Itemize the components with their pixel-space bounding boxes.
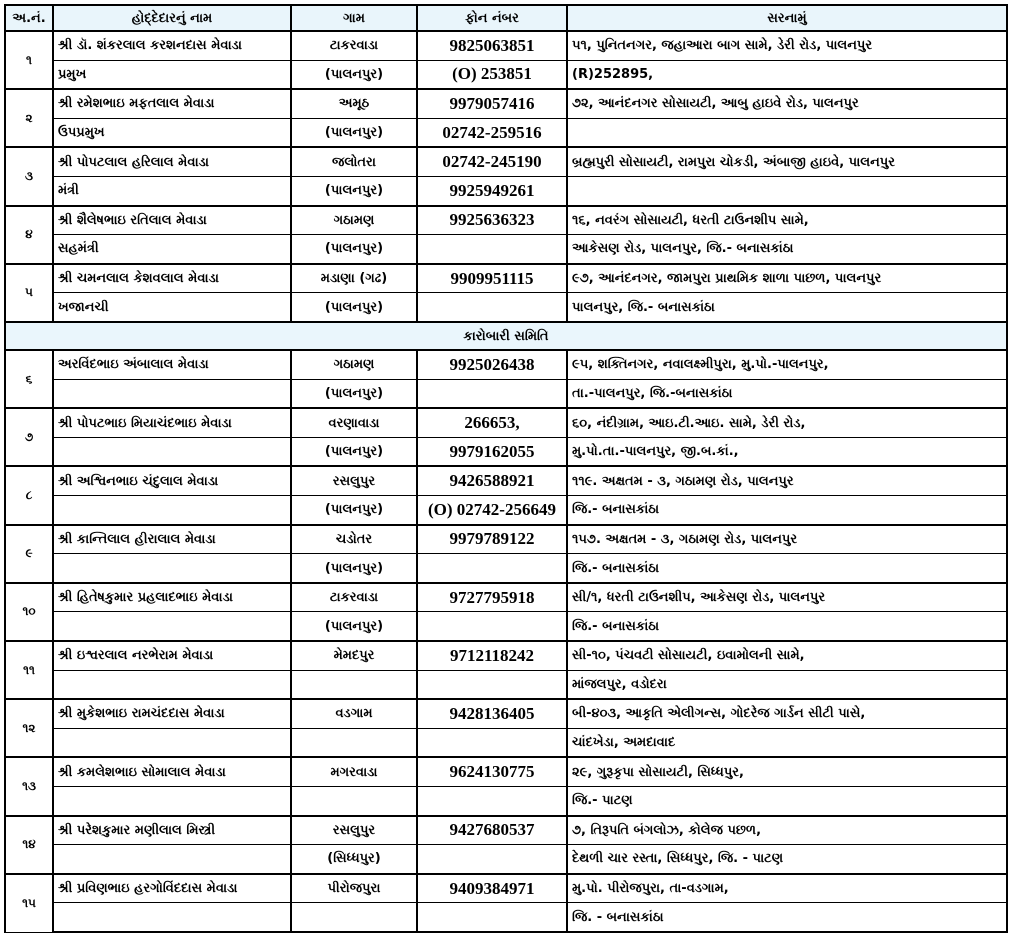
member-name: શ્રી પોપટલાલ હરિલાલ મેવાડા: [53, 147, 291, 176]
member-role: [53, 903, 291, 932]
phone-primary: 266653,: [417, 408, 567, 437]
serial-number: ૧૩: [5, 757, 53, 815]
member-row: [5, 350, 1007, 379]
village-name: જલોતરા: [291, 147, 417, 176]
phone-primary: 9979789122: [417, 525, 567, 554]
phone-secondary: [417, 554, 567, 583]
member-row: [5, 31, 1007, 60]
taluka-name: [291, 786, 417, 815]
committee-body: [5, 350, 1007, 932]
village-name: ગઠામણ: [291, 350, 417, 379]
address-line-1: બી-૪૦૩, આકૃતિ એલીગન્સ, ગોદરેજ ગાર્ડન સીટી પાસે,: [567, 699, 1007, 728]
member-row-continued: [5, 845, 1007, 874]
member-name: શ્રી ચમનલાલ કેશવલાલ મેવાડા: [53, 264, 291, 293]
phone-primary: 9624130775: [417, 757, 567, 786]
directory-table: [4, 4, 1008, 933]
address-line-2: જિ.- બનાસકાંઠા: [567, 612, 1007, 641]
phone-secondary: [417, 786, 567, 815]
address-line-2: જિ.- બનાસકાંઠા: [567, 554, 1007, 583]
taluka-name: (પાલનપુર): [291, 176, 417, 205]
member-name: શ્રી મુકેશભાઇ રામચંદદાસ મેવાડા: [53, 699, 291, 728]
phone-primary: 9925636323: [417, 206, 567, 235]
member-row-continued: [5, 437, 1007, 466]
member-role: [53, 554, 291, 583]
serial-number: ૧૧: [5, 641, 53, 699]
serial-number: ૩: [5, 147, 53, 205]
member-row: [5, 583, 1007, 612]
phone-secondary: (O) 02742-256649: [417, 496, 567, 525]
member-row-continued: [5, 786, 1007, 815]
header-no: અ.નં.: [5, 5, 53, 31]
member-name: શ્રી શૈલેષભાઇ રતિલાલ મેવાડા: [53, 206, 291, 235]
member-name: શ્રી ડૉ. શંકરલાલ કરશનદાસ મેવાડા: [53, 31, 291, 60]
serial-number: ૪: [5, 206, 53, 264]
address-line-2: પાલનપુર, જિ.- બનાસકાંઠા: [567, 293, 1007, 322]
address-line-1: સી-૧૦, પંચવટી સોસાયટી, ઇવામોલની સામે,: [567, 641, 1007, 670]
member-row-continued: [5, 554, 1007, 583]
member-row-continued: [5, 60, 1007, 89]
address-line-1: ૧૫૭. અક્ષતમ - ૩, ગઠામણ રોડ, પાલનપુર: [567, 525, 1007, 554]
phone-secondary: [417, 235, 567, 264]
serial-number: ૧૪: [5, 816, 53, 874]
serial-number: ૧૨: [5, 699, 53, 757]
phone-primary: 02742-245190: [417, 147, 567, 176]
address-line-1: ૫૧, પુનિતનગર, જહાઆરા બાગ સામે, ડેરી રોડ, પાલનપુર: [567, 31, 1007, 60]
serial-number: ૫: [5, 264, 53, 322]
member-row: [5, 408, 1007, 437]
member-row-continued: [5, 235, 1007, 264]
member-row: [5, 466, 1007, 495]
address-line-1: ૧૧૯. અક્ષતમ - ૩, ગઠામણ રોડ, પાલનપુર: [567, 466, 1007, 495]
phone-primary: 9426588921: [417, 466, 567, 495]
member-role: [53, 379, 291, 408]
member-row-continued: [5, 176, 1007, 205]
member-role: [53, 845, 291, 874]
member-role: [53, 728, 291, 757]
phone-secondary: [417, 612, 567, 641]
member-name: શ્રી પ્રવિણભાઇ હરગોવિંદદાસ મેવાડા: [53, 874, 291, 903]
header-phone: ફોન નંબર: [417, 5, 567, 31]
serial-number: ૭: [5, 408, 53, 466]
member-row-continued: [5, 118, 1007, 147]
phone-secondary: [417, 728, 567, 757]
section-row: [5, 322, 1007, 350]
address-line-2: (R)252895,: [567, 60, 1007, 89]
village-name: ટાકરવાડા: [291, 583, 417, 612]
member-name: શ્રી પોપટભાઇ મિયાચંદભાઇ મેવાડા: [53, 408, 291, 437]
member-row-continued: [5, 903, 1007, 932]
serial-number: ૬: [5, 350, 53, 408]
village-name: મેમદપુર: [291, 641, 417, 670]
phone-secondary: 9979162055: [417, 437, 567, 466]
address-line-1: ૯૫, શક્તિનગર, નવાલક્ષ્મીપુરા, મુ.પો.-પાલનપુર,: [567, 350, 1007, 379]
member-row-continued: [5, 379, 1007, 408]
address-line-2: તા.-પાલનપુર, જિ.-બનાસકાંઠા: [567, 379, 1007, 408]
serial-number: ૯: [5, 525, 53, 583]
village-name: વડગામ: [291, 699, 417, 728]
taluka-name: (પાલનપુર): [291, 496, 417, 525]
village-name: પીરોજપુરા: [291, 874, 417, 903]
member-role: [53, 496, 291, 525]
phone-secondary: 02742-259516: [417, 118, 567, 147]
address-line-2: [567, 118, 1007, 147]
member-row-continued: [5, 496, 1007, 525]
phone-secondary: [417, 903, 567, 932]
member-row: [5, 816, 1007, 845]
address-line-2: જિ.- બનાસકાંઠા: [567, 496, 1007, 525]
header-row: [5, 5, 1007, 31]
taluka-name: (પાલનપુર): [291, 612, 417, 641]
village-name: અમૂઠ: [291, 89, 417, 118]
address-line-1: ૧૬, નવરંગ સોસાયટી, ધરતી ટાઉનશીપ સામે,: [567, 206, 1007, 235]
taluka-name: (પાલનપુર): [291, 437, 417, 466]
member-role: મંત્રી: [53, 176, 291, 205]
phone-primary: 9427680537: [417, 816, 567, 845]
village-name: ગઠામણ: [291, 206, 417, 235]
address-line-1: સી/૧, ધરતી ટાઉનશીપ, આકેસણ રોડ, પાલનપુર: [567, 583, 1007, 612]
address-line-2: જિ.- પાટણ: [567, 786, 1007, 815]
member-row: [5, 147, 1007, 176]
member-name: શ્રી પરેશકુમાર મણીલાલ મિસ્ત્રી: [53, 816, 291, 845]
taluka-name: [291, 670, 417, 699]
serial-number: ૧: [5, 31, 53, 89]
village-name: ટાકરવાડા: [291, 31, 417, 60]
member-role: [53, 612, 291, 641]
address-line-1: ૭, તિરૂપતિ બંગલોઝ, કોલેજ પછળ,: [567, 816, 1007, 845]
phone-secondary: [417, 670, 567, 699]
address-line-1: ૭૨, આનંદનગર સોસાયટી, આબુ હાઇવે રોડ, પાલનપુર: [567, 89, 1007, 118]
taluka-name: (પાલનપુર): [291, 235, 417, 264]
phone-secondary: (O) 253851: [417, 60, 567, 89]
address-line-2: મુ.પો.તા.-પાલનપુર, જી.બ.કાં.,: [567, 437, 1007, 466]
address-line-2: ચાંદખેડા, અમદાવાદ: [567, 728, 1007, 757]
member-row-continued: [5, 612, 1007, 641]
phone-secondary: [417, 293, 567, 322]
member-name: અરવિંદભાઇ અંબાલાલ મેવાડા: [53, 350, 291, 379]
phone-primary: 9979057416: [417, 89, 567, 118]
member-row: [5, 525, 1007, 554]
village-name: રસલુપુર: [291, 466, 417, 495]
village-name: મગરવાડા: [291, 757, 417, 786]
serial-number: ૧૦: [5, 583, 53, 641]
address-line-1: મુ.પો. પીરોજપુરા, તા-વડગામ,: [567, 874, 1007, 903]
serial-number: ૨: [5, 89, 53, 147]
member-name: શ્રી રમેશભાઇ મફતલાલ મેવાડા: [53, 89, 291, 118]
phone-primary: 9727795918: [417, 583, 567, 612]
member-name: શ્રી ઇશ્વરલાલ નરભેરામ મેવાડા: [53, 641, 291, 670]
phone-secondary: [417, 845, 567, 874]
village-name: મડાણા (ગઢ): [291, 264, 417, 293]
section-title: કારોબારી સમિતિ: [5, 322, 1007, 350]
taluka-name: (સિધ્ધપુર): [291, 845, 417, 874]
member-name: શ્રી કમલેશભાઇ સોમાલાલ મેવાડા: [53, 757, 291, 786]
member-row: [5, 757, 1007, 786]
member-role: ખજાનચી: [53, 293, 291, 322]
member-row: [5, 641, 1007, 670]
office-bearers-body: [5, 31, 1007, 322]
phone-primary: 9825063851: [417, 31, 567, 60]
header-village: ગામ: [291, 5, 417, 31]
member-row: [5, 699, 1007, 728]
member-name: શ્રી અશ્વિનભાઇ ચંદુલાલ મેવાડા: [53, 466, 291, 495]
taluka-name: (પાલનપુર): [291, 60, 417, 89]
serial-number: ૧૫: [5, 874, 53, 932]
village-name: વરણાવાડા: [291, 408, 417, 437]
address-line-2: દેથળી ચાર રસ્તા, સિધ્ધપુર, જિ. - પાટણ: [567, 845, 1007, 874]
serial-number: ૮: [5, 466, 53, 524]
taluka-name: (પાલનપુર): [291, 554, 417, 583]
village-name: ચડોતર: [291, 525, 417, 554]
member-row-continued: [5, 728, 1007, 757]
member-row: [5, 264, 1007, 293]
address-line-1: ૨૯, ગુરૂકૃપા સોસાયટી, સિધ્ધપુર,: [567, 757, 1007, 786]
member-row: [5, 874, 1007, 903]
member-row-continued: [5, 293, 1007, 322]
member-role: [53, 786, 291, 815]
member-role: પ્રમુખ: [53, 60, 291, 89]
member-row: [5, 89, 1007, 118]
taluka-name: [291, 903, 417, 932]
phone-primary: 9909951115: [417, 264, 567, 293]
phone-primary: 9925026438: [417, 350, 567, 379]
member-role: [53, 437, 291, 466]
phone-primary: 9712118242: [417, 641, 567, 670]
taluka-name: [291, 728, 417, 757]
member-row: [5, 206, 1007, 235]
phone-primary: 9428136405: [417, 699, 567, 728]
address-line-1: ૬૦, નંદીગ્રામ, આઇ.ટી.આઇ. સામે, ડેરી રોડ,: [567, 408, 1007, 437]
address-line-2: [567, 176, 1007, 205]
taluka-name: (પાલનપુર): [291, 293, 417, 322]
phone-primary: 9409384971: [417, 874, 567, 903]
member-role: સહમંત્રી: [53, 235, 291, 264]
member-row-continued: [5, 670, 1007, 699]
address-line-2: માંજલપુર, વડોદરા: [567, 670, 1007, 699]
member-role: ઉપપ્રમુખ: [53, 118, 291, 147]
header-address: સરનામું: [567, 5, 1007, 31]
taluka-name: (પાલનપુર): [291, 118, 417, 147]
member-name: શ્રી કાન્તિલાલ હીરાલાલ મેવાડા: [53, 525, 291, 554]
phone-secondary: 9925949261: [417, 176, 567, 205]
address-line-2: આકેસણ રોડ, પાલનપુર, જિ.- બનાસકાંઠા: [567, 235, 1007, 264]
address-line-2: જિ. - બનાસકાંઠા: [567, 903, 1007, 932]
address-line-1: ૯૭, આનંદનગર, જામપુરા પ્રાથમિક શાળા પાછળ, પાલનપુર: [567, 264, 1007, 293]
village-name: રસલુપુર: [291, 816, 417, 845]
taluka-name: (પાલનપુર): [291, 379, 417, 408]
phone-secondary: [417, 379, 567, 408]
member-role: [53, 670, 291, 699]
header-name: હોદ્દેદારનું નામ: [53, 5, 291, 31]
member-name: શ્રી હિતેષકુમાર પ્રહલાદભાઇ મેવાડા: [53, 583, 291, 612]
address-line-1: બ્રહ્મપુરી સોસાયટી, રામપુરા ચોકડી, અંબાજી હાઇવે, પાલનપુર: [567, 147, 1007, 176]
